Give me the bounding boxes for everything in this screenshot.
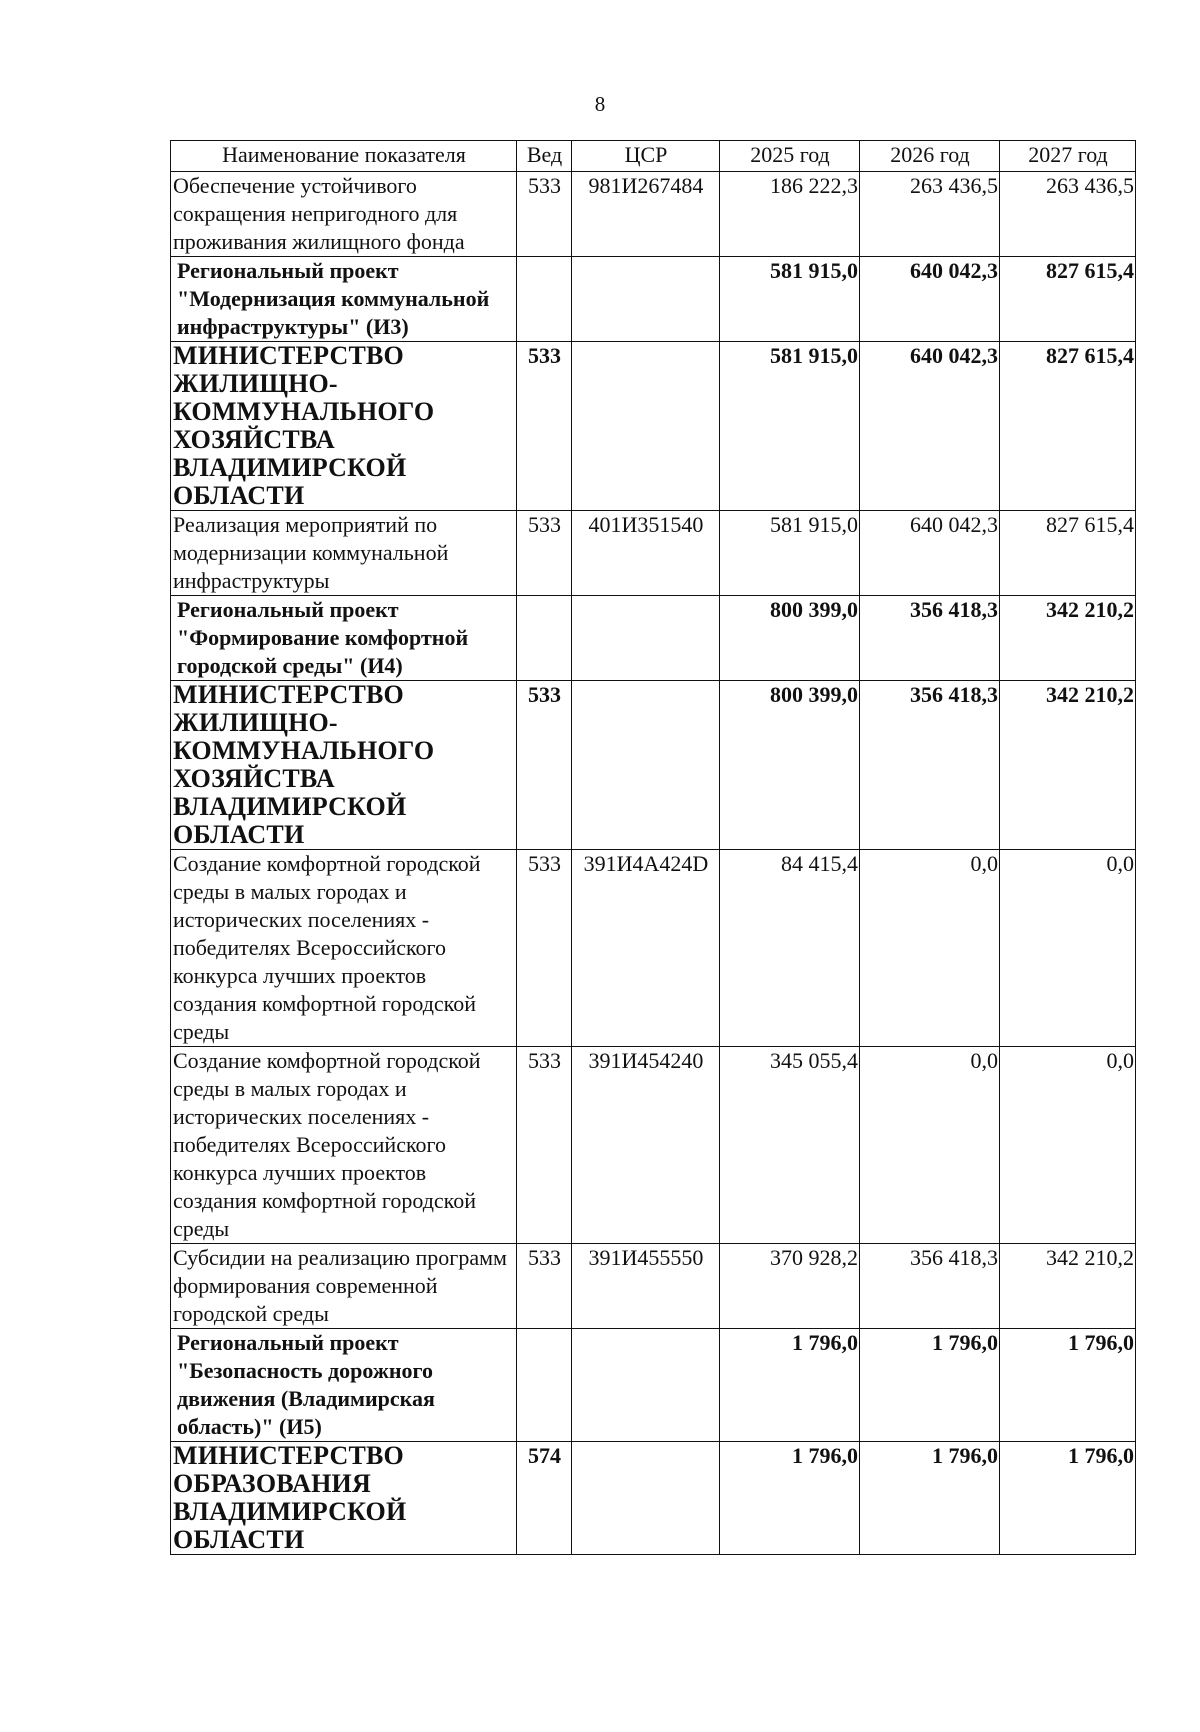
row-name: Создание комфортной городской среды в малых городах и исторических поселениях - победителях Всероссийского конкурса лучших проектов создания комфортной городской среды	[171, 850, 517, 1047]
row-csr	[572, 342, 720, 511]
row-ved	[517, 1329, 572, 1442]
row-2027: 342 210,2	[1000, 681, 1136, 850]
column-header-2026: 2026 год	[860, 141, 1000, 172]
row-ved: 533	[517, 681, 572, 850]
table-row	[171, 172, 1136, 257]
row-2025: 370 928,2	[720, 1244, 860, 1329]
row-2025: 581 915,0	[720, 342, 860, 511]
row-csr	[572, 596, 720, 681]
table-row	[171, 1244, 1136, 1329]
row-2027: 263 436,5	[1000, 172, 1136, 257]
row-2026: 1 796,0	[860, 1442, 1000, 1555]
row-2025: 1 796,0	[720, 1329, 860, 1442]
row-csr	[572, 257, 720, 342]
row-2026: 0,0	[860, 850, 1000, 1047]
table-row	[171, 1442, 1136, 1555]
table-header-row	[171, 141, 1136, 172]
column-header-2027: 2027 год	[1000, 141, 1136, 172]
column-header-ved: Вед	[517, 141, 572, 172]
table-row	[171, 596, 1136, 681]
row-csr: 391И4А424D	[572, 850, 720, 1047]
column-header-csr: ЦСР	[572, 141, 720, 172]
row-2027: 827 615,4	[1000, 257, 1136, 342]
row-2025: 581 915,0	[720, 257, 860, 342]
row-name: Реализация мероприятий по модернизации коммунальной инфраструктуры	[171, 511, 517, 596]
row-name: Субсидии на реализацию программ формирования современной городской среды	[171, 1244, 517, 1329]
row-csr	[572, 1442, 720, 1555]
row-2025: 581 915,0	[720, 511, 860, 596]
row-csr: 981И267484	[572, 172, 720, 257]
row-name: Региональный проект "Модернизация коммунальной инфраструктуры" (И3)	[171, 257, 517, 342]
row-2026: 0,0	[860, 1047, 1000, 1244]
row-2026: 640 042,3	[860, 342, 1000, 511]
row-csr	[572, 681, 720, 850]
row-2027: 0,0	[1000, 1047, 1136, 1244]
row-2025: 800 399,0	[720, 681, 860, 850]
row-2027: 342 210,2	[1000, 1244, 1136, 1329]
row-ved: 533	[517, 511, 572, 596]
row-name: МИНИСТЕРСТВО ЖИЛИЩНО-КОММУНАЛЬНОГО ХОЗЯЙСТВА ВЛАДИМИРСКОЙ ОБЛАСТИ	[171, 681, 517, 850]
row-ved: 533	[517, 1244, 572, 1329]
row-name: Региональный проект "Безопасность дорожного движения (Владимирская область)" (И5)	[171, 1329, 517, 1442]
column-header-2025: 2025 год	[720, 141, 860, 172]
row-2026: 640 042,3	[860, 511, 1000, 596]
row-name: Обеспечение устойчивого сокращения непригодного для проживания жилищного фонда	[171, 172, 517, 257]
row-csr: 391И455550	[572, 1244, 720, 1329]
row-ved: 574	[517, 1442, 572, 1555]
row-ved: 533	[517, 1047, 572, 1244]
row-2025: 345 055,4	[720, 1047, 860, 1244]
row-2025: 1 796,0	[720, 1442, 860, 1555]
row-ved: 533	[517, 342, 572, 511]
row-name: МИНИСТЕРСТВО ОБРАЗОВАНИЯ ВЛАДИМИРСКОЙ ОБЛАСТИ	[171, 1442, 517, 1555]
row-ved: 533	[517, 172, 572, 257]
row-2025: 84 415,4	[720, 850, 860, 1047]
row-2026: 1 796,0	[860, 1329, 1000, 1442]
table-row	[171, 257, 1136, 342]
table-row	[171, 681, 1136, 850]
row-2027: 1 796,0	[1000, 1442, 1136, 1555]
table-row	[171, 850, 1136, 1047]
table-row	[171, 342, 1136, 511]
row-2027: 1 796,0	[1000, 1329, 1136, 1442]
table-row	[171, 1329, 1136, 1442]
page-number: 8	[594, 92, 606, 116]
row-ved	[517, 596, 572, 681]
budget-table	[170, 140, 1136, 1555]
row-2026: 356 418,3	[860, 681, 1000, 850]
row-ved: 533	[517, 850, 572, 1047]
row-2026: 356 418,3	[860, 1244, 1000, 1329]
row-2027: 827 615,4	[1000, 342, 1136, 511]
row-name: Региональный проект "Формирование комфортной городской среды" (И4)	[171, 596, 517, 681]
row-2025: 186 222,3	[720, 172, 860, 257]
row-2026: 263 436,5	[860, 172, 1000, 257]
row-csr	[572, 1329, 720, 1442]
column-header-name: Наименование показателя	[171, 141, 517, 172]
row-2026: 356 418,3	[860, 596, 1000, 681]
row-name: МИНИСТЕРСТВО ЖИЛИЩНО-КОММУНАЛЬНОГО ХОЗЯЙСТВА ВЛАДИМИРСКОЙ ОБЛАСТИ	[171, 342, 517, 511]
row-csr: 391И454240	[572, 1047, 720, 1244]
row-ved	[517, 257, 572, 342]
row-2026: 640 042,3	[860, 257, 1000, 342]
row-2025: 800 399,0	[720, 596, 860, 681]
row-2027: 827 615,4	[1000, 511, 1136, 596]
table-row	[171, 1047, 1136, 1244]
row-name: Создание комфортной городской среды в малых городах и исторических поселениях - победителях Всероссийского конкурса лучших проектов создания комфортной городской среды	[171, 1047, 517, 1244]
row-2027: 0,0	[1000, 850, 1136, 1047]
row-csr: 401И351540	[572, 511, 720, 596]
table-row	[171, 511, 1136, 596]
row-2027: 342 210,2	[1000, 596, 1136, 681]
